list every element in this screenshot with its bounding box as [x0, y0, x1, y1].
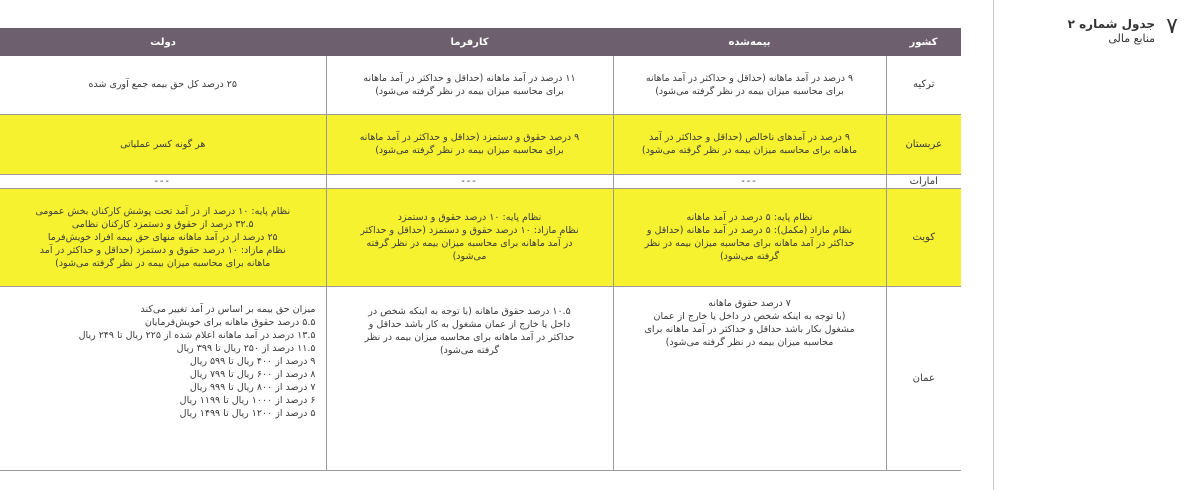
cell-insured: [613, 188, 886, 286]
cell-country: عربستان: [886, 114, 961, 174]
cell-line: هر گونه کسر عملیاتی: [120, 138, 206, 150]
table-row-kuwait: [0, 188, 961, 286]
cell-line: در آمد ماهانه برای محاسبه میزان بیمه در نظر گرفته: [366, 238, 573, 249]
cell-line: ۳۲.۵ درصد از حقوق و دستمزد کارکنان نظامی: [71, 218, 254, 230]
cell-line: ۱۰.۵ درصد حقوق ماهانه (با توجه به اینکه شخص در: [368, 305, 571, 317]
header-government: دولت: [0, 28, 326, 56]
cell-line: حداکثر در آمد ماهانه برای محاسبه میزان بیمه در نظر: [364, 331, 575, 343]
cell-line: ۱۱.۵ درصد از ۲۵۰ ریال تا ۳۹۹ ریال: [176, 342, 316, 354]
cell-line: ۲۵ درصد کل حق بیمه جمع آوری شده: [88, 79, 237, 91]
cell-line: ۱۳.۵ درصد در آمد ماهانه اعلام شده از ۲۲۵ ریال تا ۲۴۹ ریال: [78, 329, 316, 341]
header-insured: بیمه‌شده: [613, 28, 886, 56]
cell-insured: [613, 114, 886, 174]
table-row-turkey: [0, 56, 961, 114]
cell-line: ۹ درصد در آمدهای ناخالص (حداقل و حداکثر در آمد: [648, 132, 851, 143]
table-caption: [1068, 16, 1178, 46]
cell-line: ۱۱ درصد در آمد ماهانه (حداقل و حداکثر در آمد ماهانه: [363, 72, 576, 84]
cell-government: ---: [0, 174, 326, 188]
cell-line: (با توجه به اینکه شخص در داخل یا خارج از عمان: [653, 310, 846, 322]
cell-line: داخل یا خارج از عمان مشغول به کار باشد حداقل و: [368, 318, 571, 330]
cell-line: محاسبه میزان بیمه در نظر گرفته می‌شود): [665, 336, 834, 348]
cell-line: مشغول بکار باشد حداقل و حداکثر در آمد ماهانه برای: [644, 323, 855, 335]
page-divider-line: [993, 0, 994, 490]
cell-country: ترکیه: [886, 56, 961, 114]
cell-country: امارات: [886, 174, 961, 188]
cell-line: نظام مازاد (مکمل): ۵ درصد در آمد ماهانه (حداقل و: [646, 225, 853, 236]
cell-line: ۹ درصد در آمد ماهانه (حداقل و حداکثر در آمد ماهانه: [645, 72, 854, 84]
cell-line: نظام مازاد: ۱۰ درصد حقوق و دستمزد (حداقل و حداکثر: [360, 225, 579, 236]
cell-line: برای محاسبه میزان بیمه در نظر گرفته می‌شود): [375, 145, 564, 156]
cell-line: ۷ درصد از ۸۰۰ ریال تا ۹۹۹ ریال: [189, 381, 316, 393]
header-country: کشور: [886, 28, 961, 56]
header-employer: کارفرما: [326, 28, 613, 56]
cell-employer: [326, 114, 613, 174]
cell-line: ۵.۵ درصد حقوق ماهانه برای خویش‌فرمایان: [144, 316, 316, 328]
cell-line: ماهانه برای محاسبه میزان بیمه در نظر گرفته می‌شود): [641, 145, 858, 156]
cell-employer: ---: [326, 174, 613, 188]
cell-line: برای محاسبه میزان بیمه در نظر گرفته می‌شود): [655, 85, 844, 97]
cell-line: حداکثر در آمد ماهانه برای محاسبه میزان بیمه در نظر: [644, 238, 855, 249]
cell-line: نظام پایه: ۵ درصد در آمد ماهانه: [686, 212, 813, 223]
table-header-row: [0, 28, 961, 56]
cell-line: ۹ درصد از ۴۰۰ ریال تا ۵۹۹ ریال: [189, 355, 316, 367]
cell-line: ۹ درصد حقوق و دستمزد (حداقل و حداکثر در آمد ماهانه: [359, 132, 580, 143]
table-row-oman: [0, 286, 961, 470]
cell-line: ۷ درصد حقوق ماهانه: [708, 297, 791, 309]
cell-government: [0, 286, 326, 470]
cell-country: کویت: [886, 188, 961, 286]
cell-line: گرفته می‌شود): [719, 251, 780, 262]
cell-government: [0, 114, 326, 174]
cell-line: ۸ درصد از ۶۰۰ ریال تا ۷۹۹ ریال: [189, 368, 316, 380]
cell-employer: [326, 286, 613, 470]
cell-line: ۵ درصد از ۱۲۰۰ ریال تا ۱۴۹۹ ریال: [179, 407, 316, 419]
cell-insured: [613, 56, 886, 114]
cell-employer: [326, 56, 613, 114]
cell-line: ماهانه برای محاسبه میزان بیمه در نظر گرفته می‌شود): [55, 257, 271, 269]
financial-sources-table: [0, 28, 961, 471]
cell-insured: ---: [613, 174, 886, 188]
cell-line: می‌شود): [452, 251, 487, 262]
cell-line: نظام پایه: ۱۰ درصد حقوق و دستمزد: [397, 212, 542, 223]
cell-government: [0, 56, 326, 114]
cell-line: برای محاسبه میزان بیمه در نظر گرفته می‌شود): [375, 85, 564, 97]
cell-line: نظام مازاد: ۱۰ درصد حقوق و دستمزد (حداقل و حداکثر در آمد: [39, 244, 286, 256]
cell-insured: [613, 286, 886, 470]
page-number: ۷: [1166, 14, 1178, 39]
table-subtitle: منابع مالی: [1108, 32, 1156, 45]
cell-employer: [326, 188, 613, 286]
cell-line: نظام پایه: ۱۰ درصد از در آمد تحت پوشش کارکنان بخش عمومی: [35, 205, 291, 217]
cell-line: ۲۵ درصد از در آمد ماهانه منهای حق بیمه افراد خویش‌فرما: [47, 231, 278, 243]
cell-line: میزان حق بیمه بر اساس در آمد تغییر می‌کند: [140, 303, 316, 315]
cell-government: [0, 188, 326, 286]
table-row-saudi-arabia: [0, 114, 961, 174]
cell-line: گرفته می‌شود): [439, 344, 500, 356]
cell-country: عمان: [886, 286, 961, 470]
table-title: جدول شماره ۲: [1067, 17, 1156, 31]
cell-line: ۶ درصد از ۱۰۰۰ ریال تا ۱۱۹۹ ریال: [179, 394, 316, 406]
table-row-uae: [0, 174, 961, 188]
